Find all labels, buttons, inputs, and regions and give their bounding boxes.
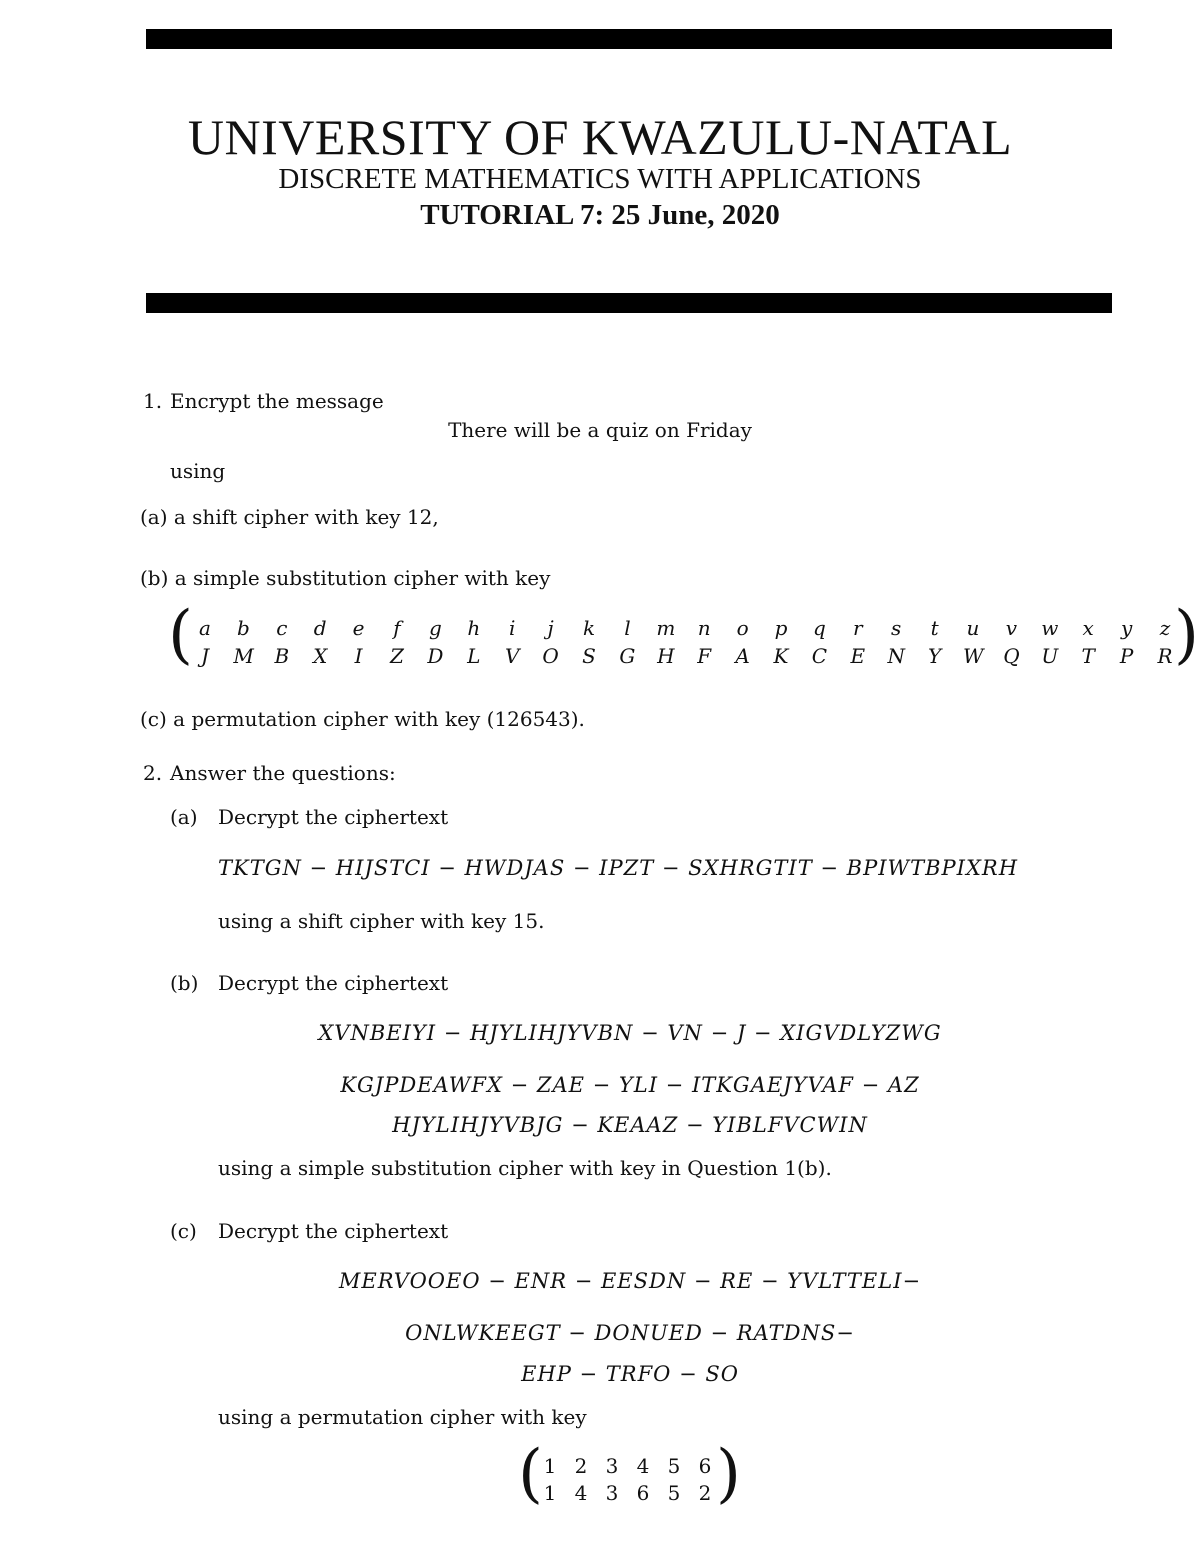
tutorial-title: TUTORIAL 7: 25 June, 2020 bbox=[420, 199, 780, 231]
key-cipher-letter: X bbox=[313, 644, 328, 668]
key-cipher-letter: G bbox=[619, 644, 636, 668]
key-cipher-letter: Y bbox=[927, 644, 942, 668]
key-plain-letter: a bbox=[199, 616, 211, 640]
perm-bottom-value: 4 bbox=[574, 1481, 588, 1505]
key-plain-letter: z bbox=[1159, 616, 1171, 640]
key-plain-letter: o bbox=[736, 616, 749, 640]
key-cipher-letter: N bbox=[887, 644, 905, 668]
key-plain-letter: v bbox=[1005, 616, 1018, 640]
perm-top-value: 5 bbox=[667, 1454, 681, 1478]
key-plain-letter: w bbox=[1041, 616, 1059, 640]
q2-number: 2. bbox=[143, 761, 163, 785]
key-cipher-letter: J bbox=[200, 644, 210, 668]
key-cipher-letter: I bbox=[354, 644, 363, 668]
key-cipher-letter: Z bbox=[390, 644, 404, 668]
perm-bottom-value: 1 bbox=[543, 1481, 557, 1505]
top-rule bbox=[146, 29, 1112, 49]
key-cipher-letter: K bbox=[773, 644, 789, 668]
key-cipher-letter: A bbox=[735, 644, 750, 668]
key-cipher-letter: U bbox=[1041, 644, 1059, 668]
substitution-key-matrix bbox=[168, 598, 1199, 676]
key-plain-letter: m bbox=[656, 616, 676, 640]
q2c-ciphertext-line-1: MERVOOEO − ENR − EESDN − RE − YVLTTELI− bbox=[338, 1269, 922, 1293]
key-plain-letter: u bbox=[966, 616, 980, 640]
key-cipher-letter: D bbox=[427, 644, 444, 668]
key-cipher-letter: M bbox=[233, 644, 254, 668]
key-plain-letter: h bbox=[467, 616, 481, 640]
key-plain-letter: e bbox=[352, 616, 365, 640]
key-plain-letter: k bbox=[582, 616, 596, 640]
key-plain-letter: y bbox=[1120, 616, 1133, 640]
q1-number: 1. bbox=[143, 389, 163, 413]
key-plain-letter: l bbox=[624, 616, 631, 640]
perm-top-value: 6 bbox=[698, 1454, 712, 1478]
q1a-text: (a) a shift cipher with key 12, bbox=[140, 505, 439, 529]
key-cipher-letter: F bbox=[697, 644, 712, 668]
key-cipher-letter: B bbox=[274, 644, 290, 668]
key-cipher-letter: O bbox=[542, 644, 559, 668]
key-plain-letter: s bbox=[891, 616, 902, 640]
key-cipher-letter: R bbox=[1157, 644, 1173, 668]
key-cipher-letter: E bbox=[850, 644, 866, 668]
q2b-label: (b) bbox=[170, 971, 199, 995]
q2c-label: (c) bbox=[170, 1219, 197, 1243]
left-paren: ( bbox=[168, 598, 193, 672]
q1-intro: Encrypt the message bbox=[170, 389, 384, 413]
key-cipher-letter: P bbox=[1119, 644, 1134, 668]
perm-left-paren: ( bbox=[518, 1437, 543, 1511]
q1c-text: (c) a permutation cipher with key (126543). bbox=[140, 707, 585, 731]
key-cipher-letter: V bbox=[504, 644, 520, 668]
q2a-label: (a) bbox=[170, 805, 198, 829]
key-plain-letter: p bbox=[774, 616, 788, 640]
q1b-text: (b) a simple substitution cipher with key bbox=[140, 566, 551, 590]
key-cipher-letter: H bbox=[657, 644, 675, 668]
key-cipher-letter: W bbox=[963, 644, 984, 668]
q2b-using: using a simple substitution cipher with key in Question 1(b). bbox=[218, 1156, 832, 1180]
perm-bottom-value: 3 bbox=[605, 1481, 619, 1505]
perm-top-value: 4 bbox=[636, 1454, 650, 1478]
key-plain-letter: j bbox=[547, 616, 554, 640]
key-cipher-letter: C bbox=[811, 644, 828, 668]
key-plain-letter: x bbox=[1082, 616, 1094, 640]
key-plain-letter: t bbox=[930, 616, 939, 640]
q2b-text: Decrypt the ciphertext bbox=[218, 971, 449, 995]
university-title: UNIVERSITY OF KWAZULU-NATAL bbox=[187, 109, 1013, 165]
course-title: DISCRETE MATHEMATICS WITH APPLICATIONS bbox=[278, 163, 922, 195]
key-plain-letter: i bbox=[508, 616, 516, 640]
q2-intro: Answer the questions: bbox=[170, 761, 396, 785]
q2a-using: using a shift cipher with key 15. bbox=[218, 909, 545, 933]
q2b-ciphertext-line-2: KGJPDEAWFX − ZAE − YLI − ITKGAEJYVAF − AZ bbox=[340, 1073, 920, 1097]
bottom-rule bbox=[146, 293, 1112, 313]
perm-bottom-value: 6 bbox=[636, 1481, 650, 1505]
key-cipher-letter: L bbox=[467, 644, 481, 668]
key-plain-letter: b bbox=[236, 616, 250, 640]
key-plain-letter: q bbox=[812, 616, 826, 640]
key-plain-letter: f bbox=[393, 616, 401, 640]
perm-top-value: 3 bbox=[605, 1454, 619, 1478]
key-cipher-letter: S bbox=[582, 644, 596, 668]
q2c-ciphertext-line-2: ONLWKEEGT − DONUED − RATDNS− bbox=[405, 1321, 855, 1345]
perm-bottom-value: 2 bbox=[698, 1481, 712, 1505]
right-paren: ) bbox=[1174, 598, 1199, 672]
key-cipher-letter: T bbox=[1081, 644, 1095, 668]
key-cipher-letter: Q bbox=[1003, 644, 1020, 668]
q1-using: using bbox=[170, 459, 226, 483]
q2c-ciphertext-line-3: EHP − TRFO − SO bbox=[521, 1362, 739, 1386]
perm-top-value: 2 bbox=[574, 1454, 588, 1478]
q2b-ciphertext-line-1: XVNBEIYI − HJYLIHJYVBN − VN − J − XIGVDLYZWG bbox=[318, 1021, 942, 1045]
key-plain-letter: d bbox=[313, 616, 327, 640]
q2a-text: Decrypt the ciphertext bbox=[218, 805, 449, 829]
key-plain-letter: n bbox=[697, 616, 711, 640]
perm-top-value: 1 bbox=[543, 1454, 557, 1478]
key-plain-letter: g bbox=[428, 616, 442, 640]
q2b-ciphertext-line-3: HJYLIHJYVBJG − KEAAZ − YIBLFVCWIN bbox=[392, 1113, 868, 1137]
q1-message: There will be a quiz on Friday bbox=[448, 418, 752, 442]
key-plain-letter: c bbox=[276, 616, 288, 640]
q2c-text: Decrypt the ciphertext bbox=[218, 1219, 449, 1243]
key-plain-letter: r bbox=[853, 616, 863, 640]
q2c-using: using a permutation cipher with key bbox=[218, 1405, 587, 1429]
q2a-ciphertext: TKTGN − HIJSTCI − HWDJAS − IPZT − SXHRGTIT − BPIWTBPIXRH bbox=[218, 856, 1019, 880]
perm-bottom-value: 5 bbox=[667, 1481, 681, 1505]
permutation-key-matrix bbox=[518, 1437, 741, 1515]
perm-right-paren: ) bbox=[716, 1437, 741, 1511]
